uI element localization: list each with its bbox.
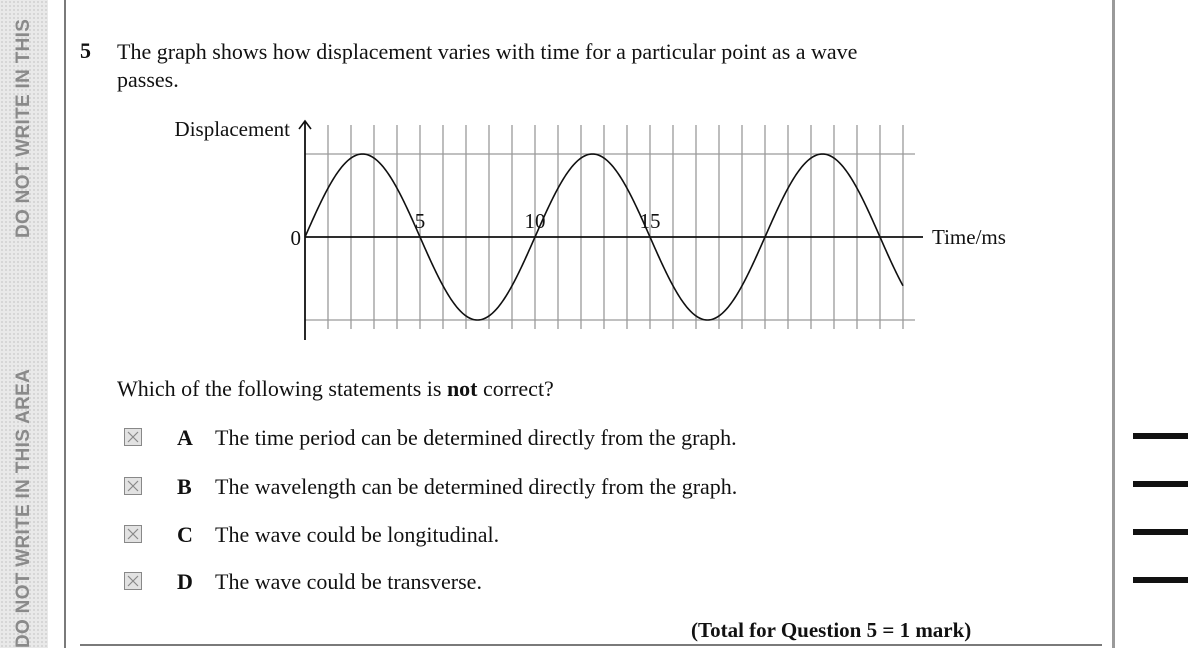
answer-checkbox-a[interactable] — [124, 428, 142, 446]
question-total: (Total for Question 5 = 1 mark) — [691, 618, 972, 642]
question-number: 5 — [80, 38, 91, 63]
x-tick-label: 5 — [414, 209, 426, 233]
option-text: The wave could be longitudinal. — [215, 522, 500, 547]
right-margin — [1115, 0, 1188, 648]
option-text: The wavelength can be determined directly from the graph. — [215, 474, 738, 499]
option-text: The time period can be determined directly from the graph. — [215, 425, 737, 450]
margin-warning-bottom: DO NOT WRITE IN THIS AREA — [13, 368, 34, 648]
answer-checkbox-c[interactable] — [124, 525, 142, 543]
page-marker — [1133, 481, 1188, 487]
x-tick-label: 10 — [524, 209, 546, 233]
x-tick-label: 15 — [639, 209, 661, 233]
page-marker — [1133, 529, 1188, 535]
margin-warning-top: DO NOT WRITE IN THIS — [13, 18, 34, 238]
origin-label: 0 — [290, 226, 301, 250]
option-letter: C — [177, 522, 193, 547]
displacement-time-graph — [150, 110, 1040, 350]
answer-checkbox-d[interactable] — [124, 572, 142, 590]
x-axis-label: Time/ms — [932, 225, 1006, 249]
y-axis-label: Displacement — [174, 117, 290, 141]
question-prompt: Which of the following statements is not correct? — [117, 376, 554, 401]
page-marker — [1133, 577, 1188, 583]
question-text: The graph shows how displacement varies with time for a particular point as a wave passes. — [117, 39, 858, 92]
grid — [305, 125, 915, 329]
bottom-rule — [80, 644, 1102, 646]
left-rule — [64, 0, 66, 648]
option-text: The wave could be transverse. — [215, 569, 482, 594]
option-letter: B — [177, 474, 192, 499]
answer-checkbox-b[interactable] — [124, 477, 142, 495]
option-letter: D — [177, 569, 193, 594]
prompt-emphasis: not — [446, 376, 478, 401]
option-letter: A — [177, 425, 193, 450]
page-marker — [1133, 433, 1188, 439]
